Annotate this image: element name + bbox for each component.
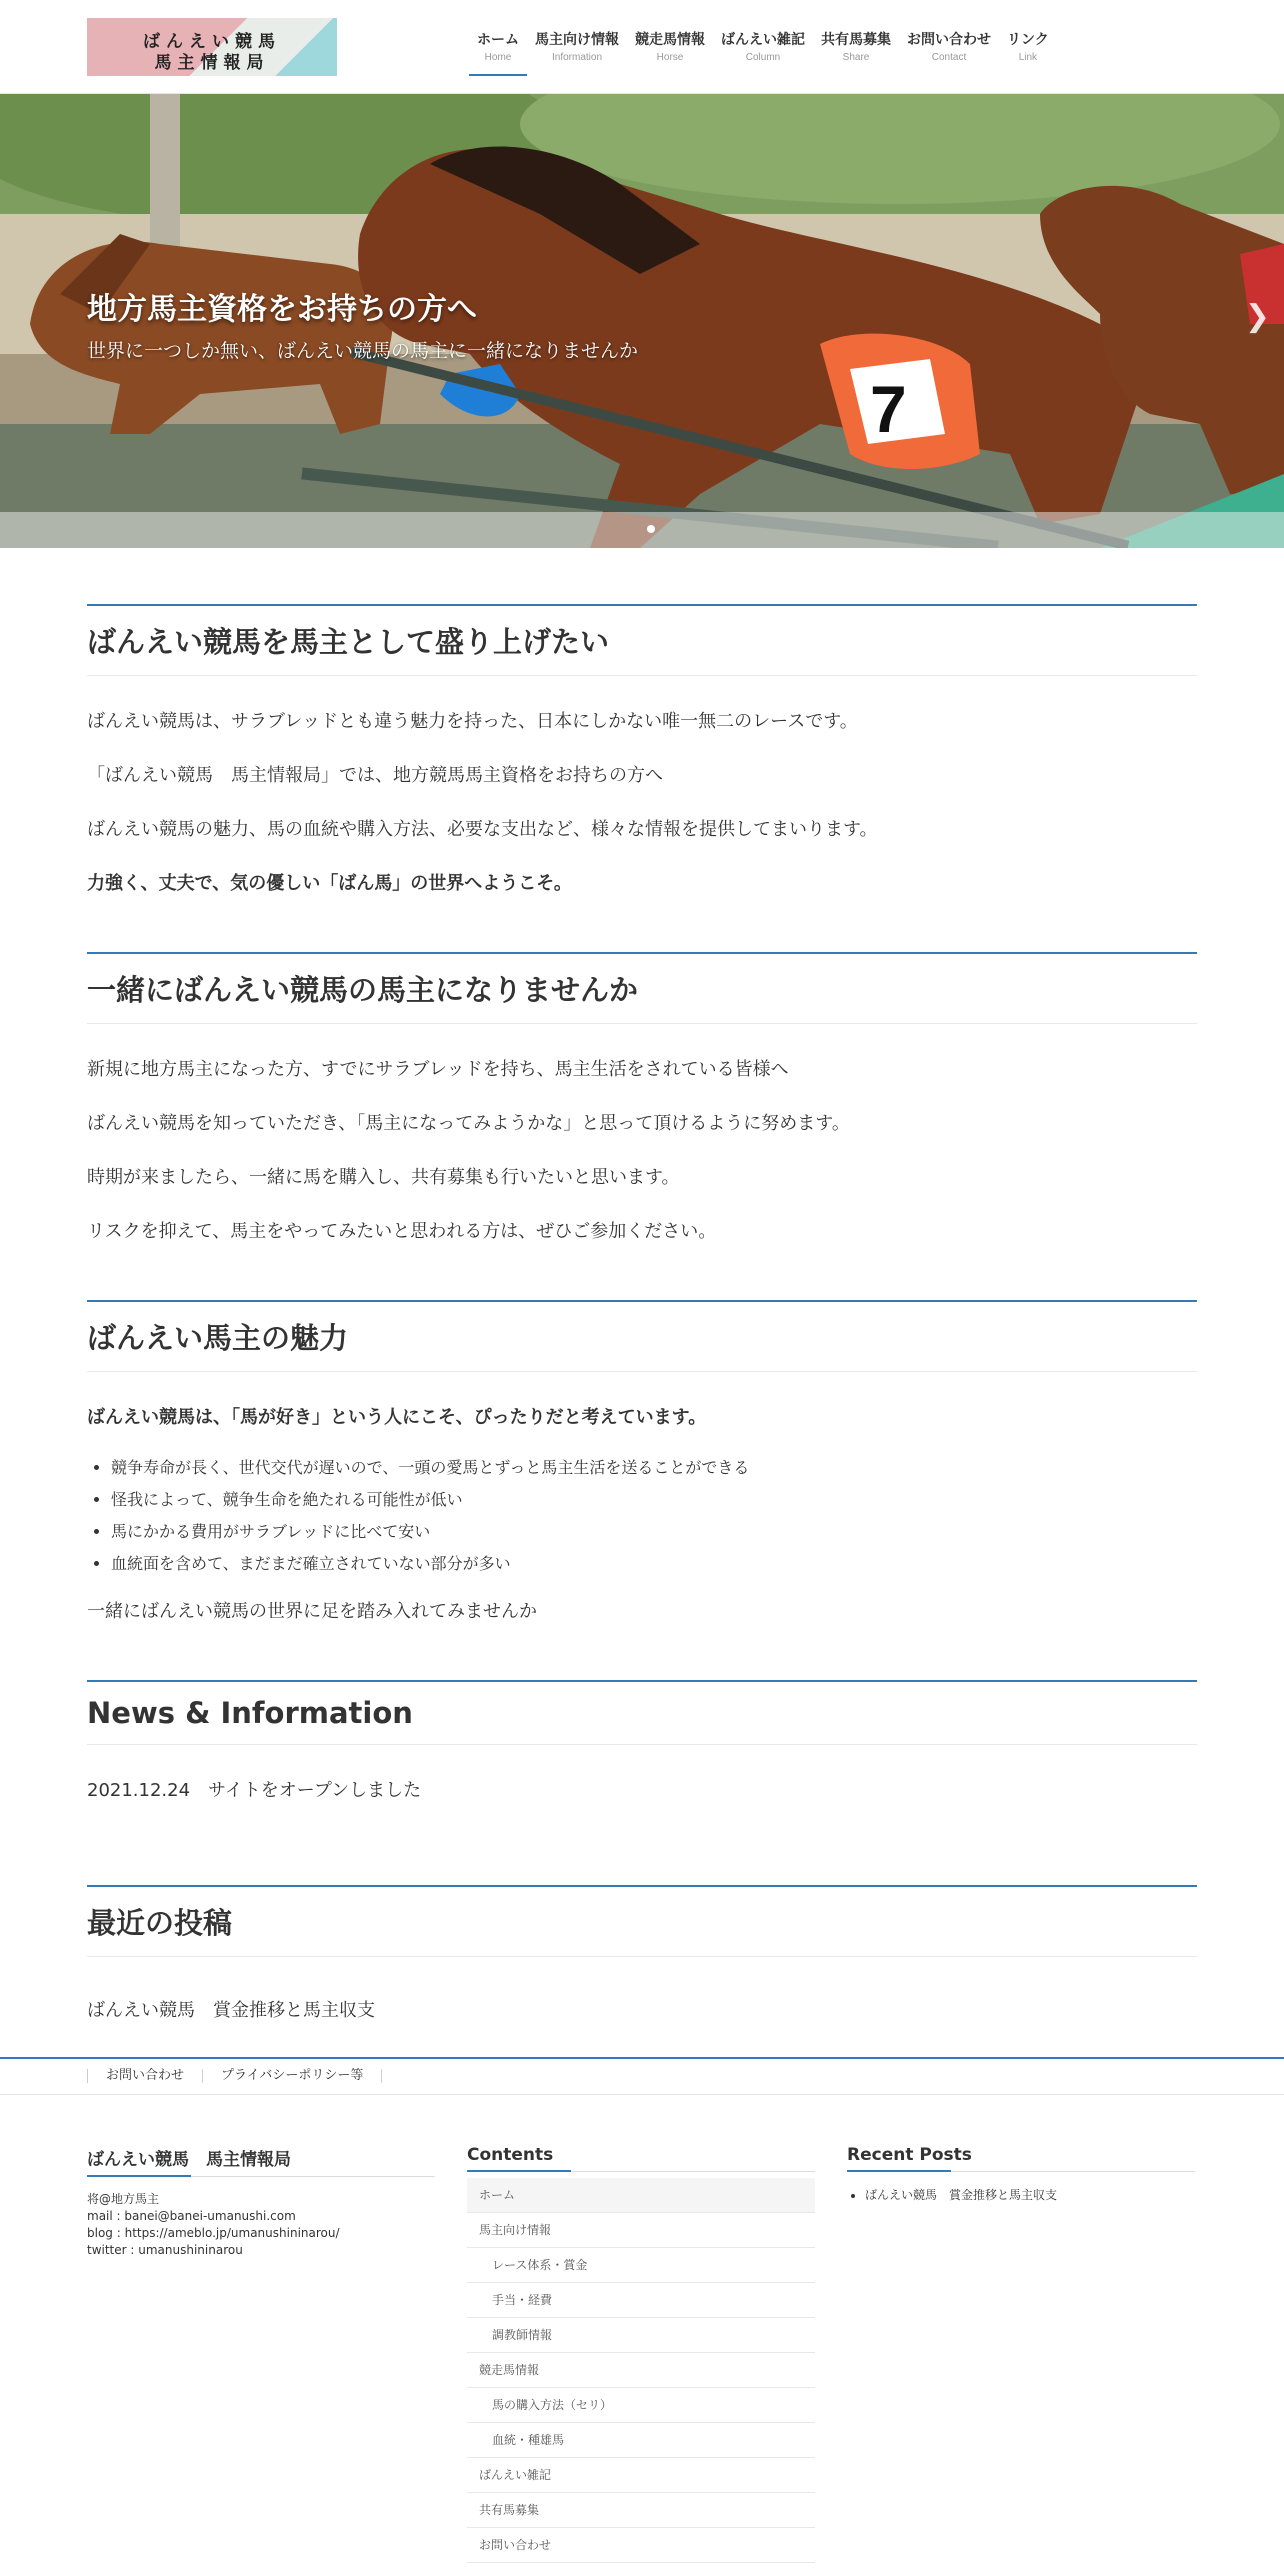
section-title: 最近の投稿 [87,1885,1197,1957]
list-item: • 馬にかかる費用がサラブレッドに比べて安い [111,1516,1197,1548]
paragraph-bold: ばんえい競馬は、「馬が好き」という人にこそ、ぴったりだと考えています。 [87,1407,707,1428]
nav-sublabel: Link [1018,52,1038,63]
widget-title: Recent Posts [847,2145,1195,2172]
main-nav [469,26,1057,78]
chevron-right-icon[interactable]: ❯ [1244,299,1270,334]
footer-contents-widget [467,2145,815,2563]
about-blog[interactable]: blog : https://ameblo.jp/umanushininarou/ [87,2226,340,2240]
list-item: • 血統面を含めて、まだまだ確立されていない部分が多い [111,1548,1197,1580]
hero-subtitle: 世界に一つしか無い、ばんえい競馬の馬主に一緒になりませんか [87,340,639,362]
contents-item-allowance[interactable]: 手当・経費 [467,2283,815,2318]
section-title: ばんえい馬主の魅力 [87,1300,1197,1372]
section-news [87,1680,1197,1805]
section-title: News & Information [87,1680,1197,1745]
paragraph: 「ばんえい競馬 馬主情報局」では、地方競馬馬主資格をお持ちの方へ [87,765,663,786]
widget-title: Contents [467,2145,815,2172]
site-footer [0,2095,1284,2568]
about-mail[interactable]: mail : banei@banei-umanushi.com [87,2209,296,2223]
about-line: 将@地方馬主 [87,2192,160,2206]
nav-sublabel: Share [842,52,870,63]
site-header [0,0,1284,94]
main-content [87,548,1197,2025]
nav-label: 共有馬募集 [821,32,891,48]
logo-line-1: ばんえい競馬 [143,32,281,52]
recent-post-link[interactable]: ばんえい競馬 賞金推移と馬主収支 [87,2000,375,2021]
footer-link-privacy[interactable]: プライバシーポリシー等 [202,2069,382,2083]
section-invite [87,952,1197,1246]
section-title: 一緒にばんえい競馬の馬主になりませんか [87,952,1197,1024]
nav-sublabel: Horse [656,52,684,63]
nav-sublabel: Home [484,52,512,63]
slider-dot[interactable] [647,525,655,533]
nav-sublabel: Column [745,52,781,63]
logo-line-2: 馬主情報局 [154,53,270,73]
contents-item-trainer[interactable]: 調教師情報 [467,2318,815,2353]
nav-item-contact[interactable] [899,26,999,78]
paragraph: リスクを抑えて、馬主をやってみたいと思われる方は、ぜひご参加ください。 [87,1221,717,1242]
footer-link-contact[interactable]: お問い合わせ [87,2069,203,2083]
contents-item-column[interactable]: ばんえい雑記 [467,2458,815,2493]
paragraph: 新規に地方馬主になった方、すでにサラブレッドを持ち、馬主生活をされている皆様へ [87,1059,789,1080]
contents-item-home[interactable]: ホーム [467,2178,815,2213]
nav-item-home[interactable] [469,26,527,78]
site-logo[interactable] [87,18,337,76]
bib-number: 7 [870,372,907,446]
footer-recent-widget [847,2145,1195,2204]
contents-menu [467,2178,815,2563]
nav-sublabel: Contact [931,52,967,63]
list-item: • 競争寿命が長く、世代交代が遅いので、一頭の愛馬とずっと馬主生活を送ることができる [111,1452,1197,1484]
nav-label: 競走馬情報 [635,32,705,48]
section-intro [87,604,1197,898]
list-item: • 怪我によって、競争生命を絶たれる可能性が低い [111,1484,1197,1516]
footer-about-widget [87,2145,435,2259]
nav-item-horse[interactable] [627,26,713,78]
section-appeal [87,1300,1197,1626]
paragraph: ばんえい競馬の魅力、馬の血統や購入方法、必要な支出など、様々な情報を提供してまいります。 [87,819,878,840]
section-title: ばんえい競馬を馬主として盛り上げたい [87,604,1197,676]
contents-item-contact[interactable]: お問い合わせ [467,2528,815,2563]
nav-sublabel: Information [551,52,603,63]
about-twitter[interactable]: twitter : umanushininarou [87,2243,243,2257]
widget-title: ばんえい競馬 馬主情報局 [87,2145,435,2177]
nav-label: 馬主向け情報 [535,32,619,48]
contents-item-race[interactable]: レース体系・賞金 [467,2248,815,2283]
hero-title: 地方馬主資格をお持ちの方へ [87,292,477,327]
paragraph: ばんえい競馬は、サラブレッドとも違う魅力を持った、日本にしかない唯一無二のレースです。 [87,711,858,732]
footer-link-bar [0,2057,1284,2095]
contents-item-information[interactable]: 馬主向け情報 [467,2213,815,2248]
nav-label: ホーム [477,32,519,48]
news-item[interactable]: 2021.12.24 サイトをオープンしました [87,1780,422,1801]
paragraph: 時期が来ましたら、一緒に馬を購入し、共有募集も行いたいと思います。 [87,1167,680,1188]
section-recent [87,1885,1197,2025]
contents-item-bloodline[interactable]: 血統・種雄馬 [467,2423,815,2458]
nav-item-column[interactable] [713,26,813,78]
contents-item-horse[interactable]: 競走馬情報 [467,2353,815,2388]
nav-item-share[interactable] [813,26,899,78]
nav-label: リンク [1007,32,1049,48]
contents-item-purchase[interactable]: 馬の購入方法（セリ） [467,2388,815,2423]
nav-label: お問い合わせ [907,32,991,48]
appeal-list [87,1452,1197,1580]
hero-slider [0,94,1284,548]
nav-item-link[interactable] [999,26,1057,78]
contents-item-share[interactable]: 共有馬募集 [467,2493,815,2528]
recent-post-item[interactable]: • ばんえい競馬 賞金推移と馬主収支 [865,2186,1195,2204]
nav-label: ばんえい雑記 [721,32,805,48]
nav-item-information[interactable] [527,26,627,78]
paragraph: 一緒にばんえい競馬の世界に足を踏み入れてみませんか [87,1601,537,1622]
paragraph: ばんえい競馬を知っていただき、「馬主になってみようかな」と思って頂けるように努めます。 [87,1113,850,1134]
paragraph-bold: 力強く、丈夫で、気の優しい「ばん馬」の世界へようこそ。 [87,873,572,894]
